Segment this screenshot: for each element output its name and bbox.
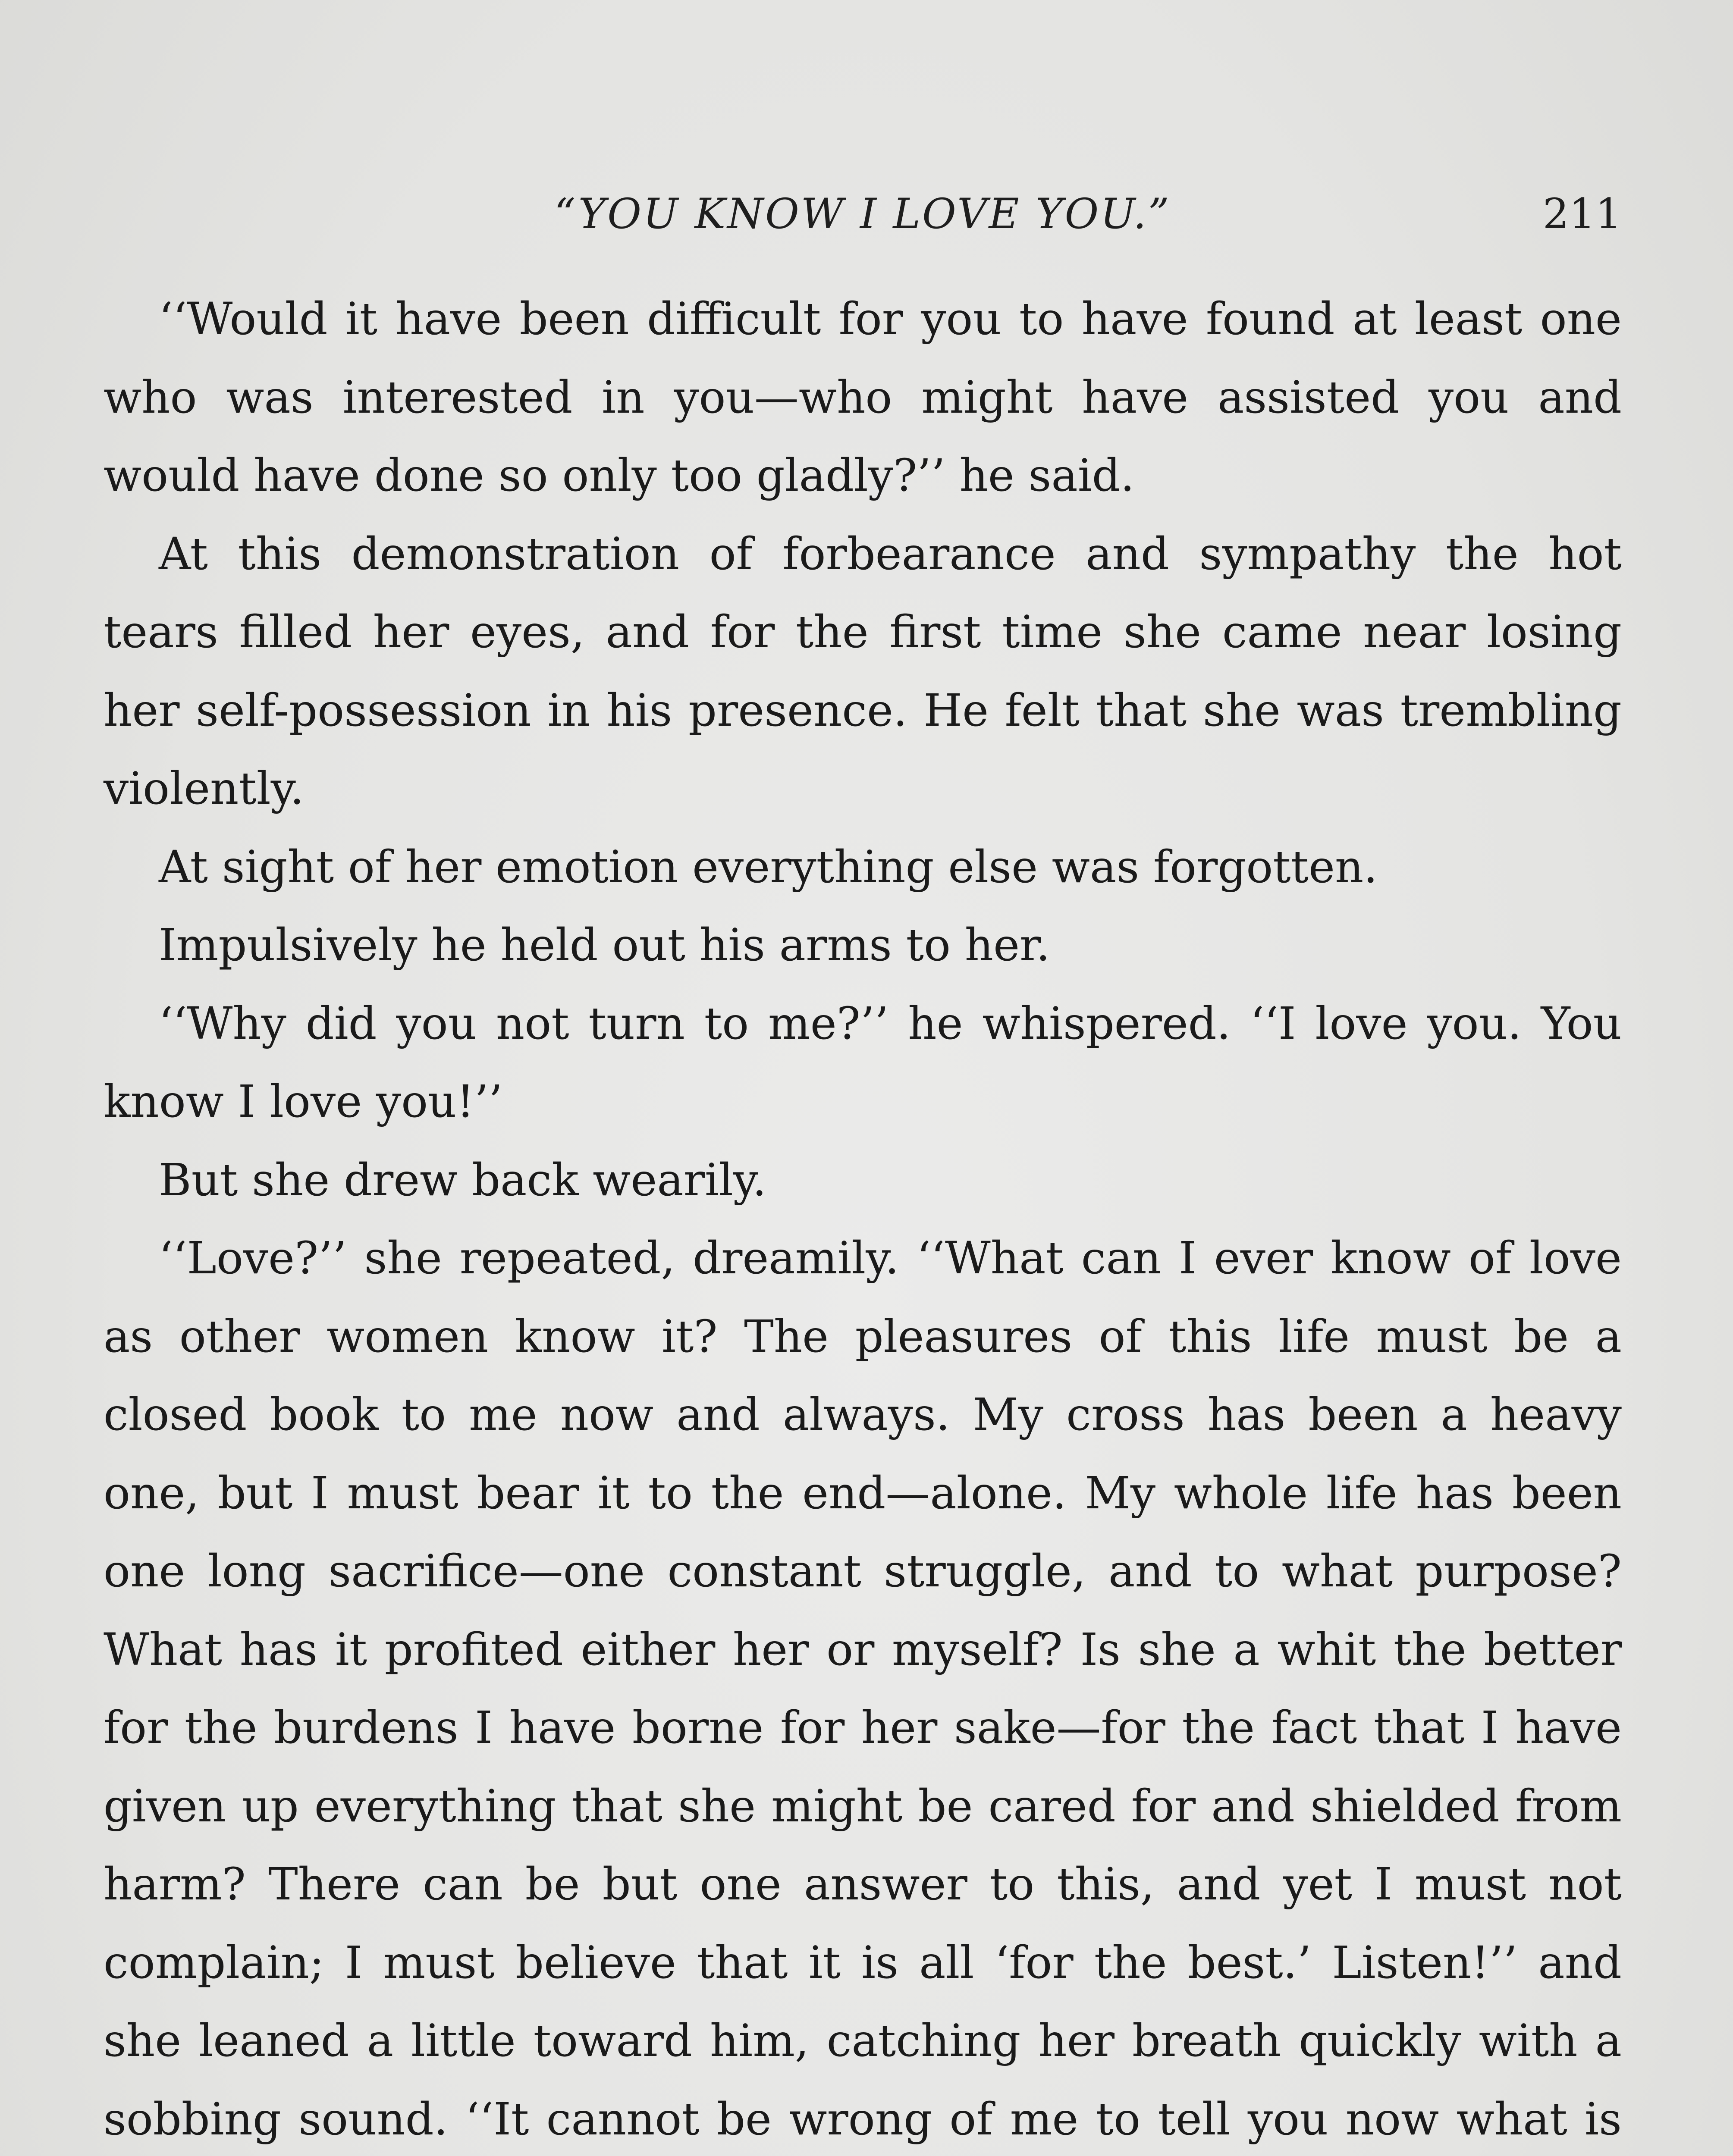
body-text (104, 280, 1622, 2156)
page-number: 211 (1542, 190, 1622, 238)
paragraph: Impulsively he held out his arms to her. (159, 919, 1050, 971)
paragraph: ‘‘Love?’’ she repeated, dreamily. ‘‘What can I ever know of love as other women know it? The pleasures of this life must be a closed book to me now and always. My cross has been a heavy one, but I must bear it to the end—alone. My whole life has been one long sacrifice—one constant struggle, and to what purpose? What has it profited either her or myself? Is she a whit the better for the burdens I have borne for her sake—for the fact that I have given up everything that she might be cared for and shielded from harm? There can be but one answer to this, and yet I must not complain; I must believe that it is all ‘for the best.’ Listen!’’ and she leaned a little toward him, catching her breath quickly with a sobbing sound. ‘‘It cannot be wrong of me to tell you now what is (104, 1232, 1622, 2145)
paragraph: But she drew back wearily. (159, 1154, 767, 1206)
paragraph: ‘‘Why did you not turn to me?’’ he whispered. ‘‘I love you. You know I love you!’’ (104, 997, 1622, 1128)
running-head (104, 181, 1622, 250)
paragraph: At sight of her emotion everything else was forgotten. (159, 841, 1378, 893)
paragraph: At this demonstration of forbearance and sympathy the hot tears filled her eyes, and for the first time she came near losing her self-possession in his presence. He felt that she was trembling violently. (104, 528, 1622, 815)
running-title: “YOU KNOW I LOVE YOU.” (554, 190, 1171, 238)
paragraph: ‘‘Would it have been difficult for you to have found at least one who was interested in you—who might have assisted you and would have done so only too gladly?’’ he said. (104, 293, 1622, 501)
